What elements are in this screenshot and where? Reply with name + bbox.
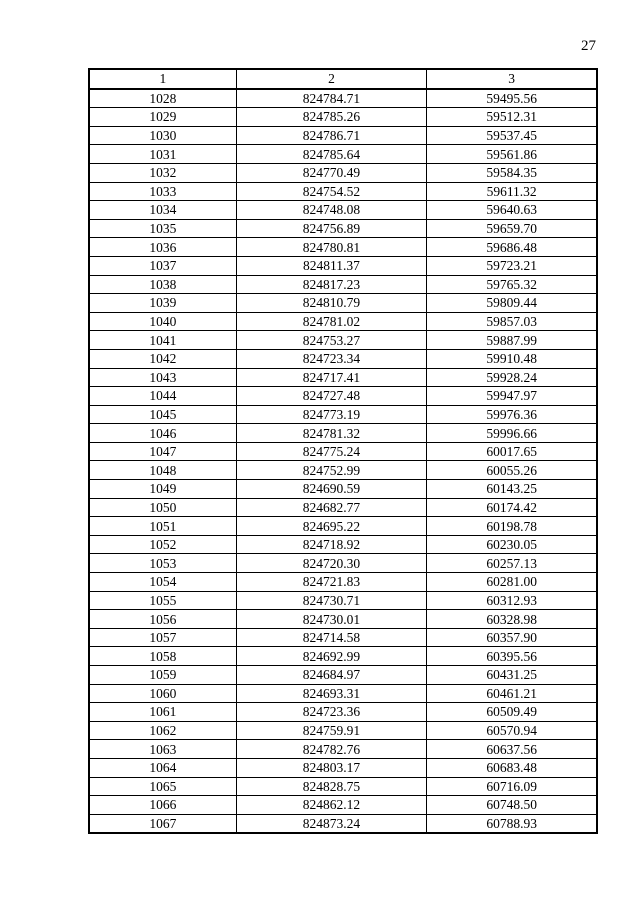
y-coordinate-cell: 60328.98 xyxy=(427,610,597,629)
y-coordinate-cell: 59640.63 xyxy=(427,201,597,220)
table-row xyxy=(89,666,597,685)
table-header-row xyxy=(89,69,597,89)
table-body xyxy=(89,89,597,834)
point-number-cell: 1036 xyxy=(89,238,236,257)
table-row xyxy=(89,275,597,294)
point-number-cell: 1045 xyxy=(89,405,236,424)
x-coordinate-cell: 824695.22 xyxy=(236,517,427,536)
y-coordinate-cell: 59928.24 xyxy=(427,368,597,387)
x-coordinate-cell: 824828.75 xyxy=(236,777,427,796)
x-coordinate-cell: 824781.32 xyxy=(236,424,427,443)
point-number-cell: 1056 xyxy=(89,610,236,629)
point-number-cell: 1030 xyxy=(89,126,236,145)
table-row xyxy=(89,108,597,127)
table-row xyxy=(89,480,597,499)
y-coordinate-cell: 60395.56 xyxy=(427,647,597,666)
table-row xyxy=(89,554,597,573)
point-number-cell: 1049 xyxy=(89,480,236,499)
x-coordinate-cell: 824723.36 xyxy=(236,703,427,722)
y-coordinate-cell: 59561.86 xyxy=(427,145,597,164)
point-number-cell: 1042 xyxy=(89,349,236,368)
table-row xyxy=(89,461,597,480)
table-row xyxy=(89,387,597,406)
table-row xyxy=(89,442,597,461)
x-coordinate-cell: 824717.41 xyxy=(236,368,427,387)
x-coordinate-cell: 824786.71 xyxy=(236,126,427,145)
y-coordinate-cell: 59857.03 xyxy=(427,312,597,331)
x-coordinate-cell: 824723.34 xyxy=(236,349,427,368)
point-number-cell: 1057 xyxy=(89,628,236,647)
table-row xyxy=(89,89,597,108)
y-coordinate-cell: 59947.97 xyxy=(427,387,597,406)
y-coordinate-cell: 60357.90 xyxy=(427,628,597,647)
table-row xyxy=(89,424,597,443)
y-coordinate-cell: 59765.32 xyxy=(427,275,597,294)
point-number-cell: 1039 xyxy=(89,294,236,313)
point-number-cell: 1052 xyxy=(89,535,236,554)
x-coordinate-cell: 824770.49 xyxy=(236,163,427,182)
point-number-cell: 1062 xyxy=(89,721,236,740)
point-number-cell: 1067 xyxy=(89,814,236,833)
y-coordinate-cell: 60257.13 xyxy=(427,554,597,573)
y-coordinate-cell: 60431.25 xyxy=(427,666,597,685)
y-coordinate-cell: 60570.94 xyxy=(427,721,597,740)
x-coordinate-cell: 824862.12 xyxy=(236,796,427,815)
y-coordinate-cell: 60055.26 xyxy=(427,461,597,480)
y-coordinate-cell: 60312.93 xyxy=(427,591,597,610)
y-coordinate-cell: 59584.35 xyxy=(427,163,597,182)
x-coordinate-cell: 824775.24 xyxy=(236,442,427,461)
y-coordinate-cell: 60461.21 xyxy=(427,684,597,703)
y-coordinate-cell: 60230.05 xyxy=(427,535,597,554)
table-row xyxy=(89,591,597,610)
x-coordinate-cell: 824730.01 xyxy=(236,610,427,629)
x-coordinate-cell: 824682.77 xyxy=(236,498,427,517)
y-coordinate-cell: 59976.36 xyxy=(427,405,597,424)
y-coordinate-cell: 59659.70 xyxy=(427,219,597,238)
table-row xyxy=(89,405,597,424)
x-coordinate-cell: 824752.99 xyxy=(236,461,427,480)
point-number-cell: 1031 xyxy=(89,145,236,164)
table-row xyxy=(89,777,597,796)
point-number-cell: 1064 xyxy=(89,758,236,777)
table-row xyxy=(89,349,597,368)
x-coordinate-cell: 824748.08 xyxy=(236,201,427,220)
table-row xyxy=(89,498,597,517)
column-header-1: 1 xyxy=(89,69,236,89)
column-header-2: 2 xyxy=(236,69,427,89)
column-header-3: 3 xyxy=(427,69,597,89)
x-coordinate-cell: 824693.31 xyxy=(236,684,427,703)
table-row xyxy=(89,145,597,164)
x-coordinate-cell: 824692.99 xyxy=(236,647,427,666)
x-coordinate-cell: 824784.71 xyxy=(236,89,427,108)
x-coordinate-cell: 824785.64 xyxy=(236,145,427,164)
point-number-cell: 1040 xyxy=(89,312,236,331)
x-coordinate-cell: 824684.97 xyxy=(236,666,427,685)
table-row xyxy=(89,182,597,201)
point-number-cell: 1061 xyxy=(89,703,236,722)
table-row xyxy=(89,647,597,666)
table-row xyxy=(89,610,597,629)
point-number-cell: 1055 xyxy=(89,591,236,610)
x-coordinate-cell: 824720.30 xyxy=(236,554,427,573)
table-row xyxy=(89,163,597,182)
y-coordinate-cell: 59910.48 xyxy=(427,349,597,368)
point-number-cell: 1034 xyxy=(89,201,236,220)
y-coordinate-cell: 60143.25 xyxy=(427,480,597,499)
point-number-cell: 1041 xyxy=(89,331,236,350)
x-coordinate-cell: 824803.17 xyxy=(236,758,427,777)
x-coordinate-cell: 824773.19 xyxy=(236,405,427,424)
table-row xyxy=(89,294,597,313)
y-coordinate-cell: 59723.21 xyxy=(427,256,597,275)
point-number-cell: 1060 xyxy=(89,684,236,703)
point-number-cell: 1048 xyxy=(89,461,236,480)
x-coordinate-cell: 824781.02 xyxy=(236,312,427,331)
table-row xyxy=(89,758,597,777)
table-row xyxy=(89,796,597,815)
point-number-cell: 1047 xyxy=(89,442,236,461)
y-coordinate-cell: 59495.56 xyxy=(427,89,597,108)
point-number-cell: 1044 xyxy=(89,387,236,406)
table-row xyxy=(89,628,597,647)
point-number-cell: 1029 xyxy=(89,108,236,127)
point-number-cell: 1037 xyxy=(89,256,236,275)
point-number-cell: 1035 xyxy=(89,219,236,238)
x-coordinate-cell: 824690.59 xyxy=(236,480,427,499)
point-number-cell: 1063 xyxy=(89,740,236,759)
x-coordinate-cell: 824759.91 xyxy=(236,721,427,740)
table-row xyxy=(89,535,597,554)
y-coordinate-cell: 59512.31 xyxy=(427,108,597,127)
table-row xyxy=(89,721,597,740)
x-coordinate-cell: 824754.52 xyxy=(236,182,427,201)
y-coordinate-cell: 59809.44 xyxy=(427,294,597,313)
point-number-cell: 1033 xyxy=(89,182,236,201)
table-row xyxy=(89,331,597,350)
point-number-cell: 1028 xyxy=(89,89,236,108)
y-coordinate-cell: 60509.49 xyxy=(427,703,597,722)
y-coordinate-cell: 59887.99 xyxy=(427,331,597,350)
y-coordinate-cell: 60198.78 xyxy=(427,517,597,536)
coordinates-table xyxy=(88,68,598,834)
x-coordinate-cell: 824730.71 xyxy=(236,591,427,610)
table-row xyxy=(89,368,597,387)
point-number-cell: 1059 xyxy=(89,666,236,685)
table-row xyxy=(89,740,597,759)
x-coordinate-cell: 824785.26 xyxy=(236,108,427,127)
x-coordinate-cell: 824810.79 xyxy=(236,294,427,313)
x-coordinate-cell: 824753.27 xyxy=(236,331,427,350)
table-header xyxy=(89,69,597,89)
table-row xyxy=(89,573,597,592)
y-coordinate-cell: 60748.50 xyxy=(427,796,597,815)
point-number-cell: 1058 xyxy=(89,647,236,666)
table-row xyxy=(89,814,597,833)
x-coordinate-cell: 824782.76 xyxy=(236,740,427,759)
x-coordinate-cell: 824714.58 xyxy=(236,628,427,647)
x-coordinate-cell: 824721.83 xyxy=(236,573,427,592)
table-row xyxy=(89,201,597,220)
x-coordinate-cell: 824718.92 xyxy=(236,535,427,554)
y-coordinate-cell: 60637.56 xyxy=(427,740,597,759)
point-number-cell: 1043 xyxy=(89,368,236,387)
y-coordinate-cell: 60788.93 xyxy=(427,814,597,833)
y-coordinate-cell: 60017.65 xyxy=(427,442,597,461)
point-number-cell: 1065 xyxy=(89,777,236,796)
table-row xyxy=(89,238,597,257)
x-coordinate-cell: 824727.48 xyxy=(236,387,427,406)
x-coordinate-cell: 824811.37 xyxy=(236,256,427,275)
x-coordinate-cell: 824780.81 xyxy=(236,238,427,257)
x-coordinate-cell: 824817.23 xyxy=(236,275,427,294)
y-coordinate-cell: 59537.45 xyxy=(427,126,597,145)
table-row xyxy=(89,126,597,145)
table-row xyxy=(89,312,597,331)
point-number-cell: 1066 xyxy=(89,796,236,815)
point-number-cell: 1032 xyxy=(89,163,236,182)
y-coordinate-cell: 60716.09 xyxy=(427,777,597,796)
point-number-cell: 1053 xyxy=(89,554,236,573)
point-number-cell: 1038 xyxy=(89,275,236,294)
y-coordinate-cell: 59611.32 xyxy=(427,182,597,201)
table-row xyxy=(89,703,597,722)
x-coordinate-cell: 824873.24 xyxy=(236,814,427,833)
table-row xyxy=(89,219,597,238)
y-coordinate-cell: 60174.42 xyxy=(427,498,597,517)
page-number: 27 xyxy=(581,38,596,54)
point-number-cell: 1050 xyxy=(89,498,236,517)
table-row xyxy=(89,684,597,703)
table-row xyxy=(89,517,597,536)
y-coordinate-cell: 60281.00 xyxy=(427,573,597,592)
point-number-cell: 1051 xyxy=(89,517,236,536)
point-number-cell: 1046 xyxy=(89,424,236,443)
table-row xyxy=(89,256,597,275)
x-coordinate-cell: 824756.89 xyxy=(236,219,427,238)
point-number-cell: 1054 xyxy=(89,573,236,592)
y-coordinate-cell: 60683.48 xyxy=(427,758,597,777)
y-coordinate-cell: 59686.48 xyxy=(427,238,597,257)
y-coordinate-cell: 59996.66 xyxy=(427,424,597,443)
